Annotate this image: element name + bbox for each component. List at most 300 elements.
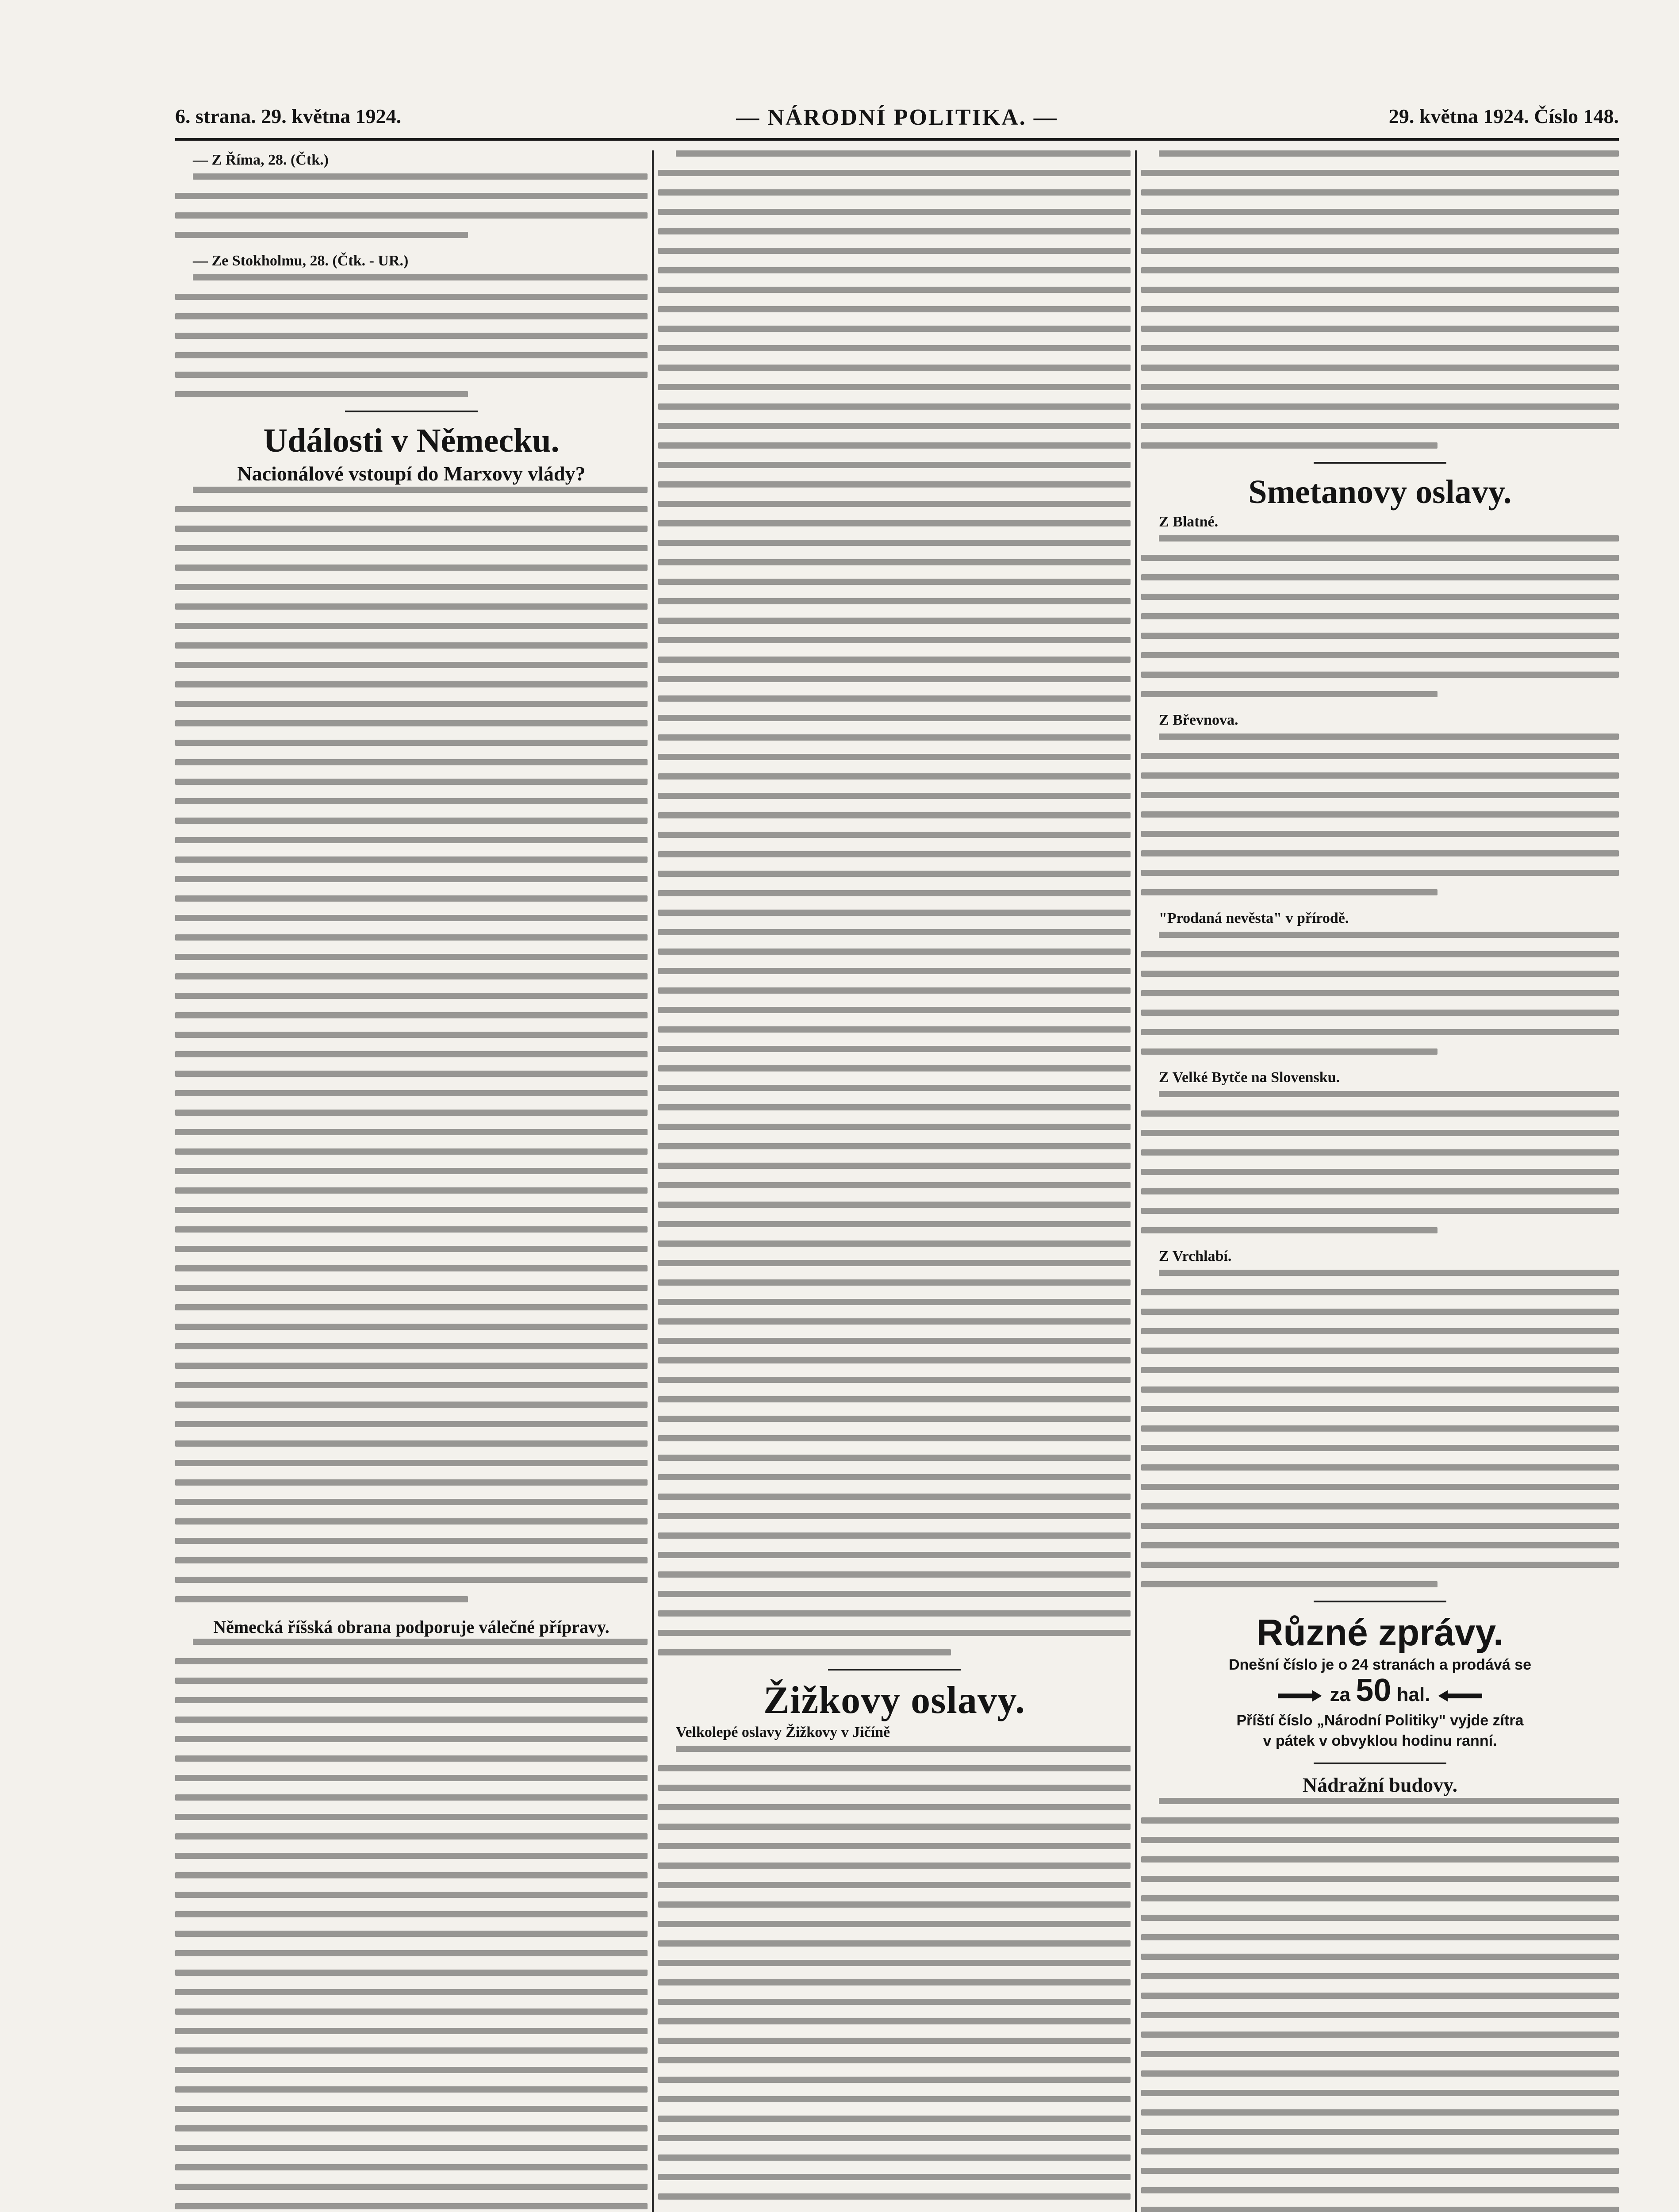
text-line <box>658 1610 1131 1617</box>
text-line <box>193 1639 648 1645</box>
text-line <box>175 506 648 512</box>
text-line <box>1141 1208 1619 1214</box>
text-line <box>658 1124 1131 1130</box>
text-line <box>1141 2070 1619 2077</box>
text-line <box>1141 306 1619 312</box>
text-line <box>1159 1798 1619 1804</box>
text-line <box>658 695 1131 702</box>
arrow-right-icon <box>1278 1690 1322 1701</box>
text-line <box>658 793 1131 799</box>
news-lead: — Ze Stokholmu, 28. (Čtk. - UR.) <box>193 253 409 269</box>
text-line <box>1141 1562 1619 1568</box>
section-rule <box>1314 1763 1446 1764</box>
text-line <box>1141 1425 1619 1432</box>
text-line <box>175 1324 648 1330</box>
text-line <box>658 2038 1131 2044</box>
text-line <box>1141 1029 1619 1035</box>
text-line <box>658 754 1131 760</box>
text-line <box>1159 932 1619 938</box>
text-line <box>175 2125 648 2131</box>
text-line <box>658 1804 1131 1810</box>
text-line <box>175 1071 648 1077</box>
price-unit: hal. <box>1396 1684 1430 1705</box>
text-line <box>1141 2187 1619 2193</box>
text-line <box>658 2077 1131 2083</box>
item-lead: "Prodaná nevěsta" v přírodě. <box>1159 910 1349 926</box>
text-line <box>658 1882 1131 1888</box>
text-line <box>658 1396 1131 1402</box>
price-amount: 50 <box>1356 1673 1392 1708</box>
text-line <box>658 1552 1131 1558</box>
page-number-date: 6. strana. 29. května 1924. <box>175 105 402 127</box>
text-line <box>658 209 1131 215</box>
text-line <box>658 1591 1131 1597</box>
column-divider <box>1135 150 1137 2212</box>
text-line <box>658 1221 1131 1227</box>
text-line <box>1141 633 1619 639</box>
article-text <box>1141 1798 1619 2212</box>
text-line <box>1141 2051 1619 2057</box>
text-line <box>658 1940 1131 1947</box>
text-line <box>175 1246 648 1252</box>
text-line <box>175 973 648 979</box>
text-line <box>1141 652 1619 658</box>
text-line <box>175 603 648 610</box>
article-subheadline: Nacionálové vstoupí do Marxovy vlády? <box>237 462 586 485</box>
text-line <box>175 895 648 902</box>
news-lead: — Z Říma, 28. (Čtk.) <box>193 152 329 168</box>
column-3 <box>1141 150 1619 2212</box>
text-line <box>1141 326 1619 332</box>
article-germany <box>175 420 648 1602</box>
text-line <box>1141 1169 1619 1175</box>
article-continuation <box>1141 150 1619 449</box>
text-line <box>658 618 1131 624</box>
text-line <box>175 2028 648 2034</box>
text-line <box>175 1207 648 1213</box>
text-line <box>658 871 1131 877</box>
arrow-left-icon <box>1438 1690 1482 1701</box>
text-line <box>175 565 648 571</box>
announcement-line: Příští číslo „Národní Politiky" vyjde zítra <box>1236 1712 1524 1729</box>
text-line <box>1141 170 1619 176</box>
text-line <box>175 212 648 219</box>
article-station <box>1141 1772 1619 2212</box>
text-line <box>1141 248 1619 254</box>
text-line <box>658 442 1131 449</box>
text-line <box>658 734 1131 741</box>
text-line <box>1141 1876 1619 1882</box>
text-line <box>1141 2090 1619 2096</box>
text-line <box>1141 1542 1619 1548</box>
text-line <box>1141 811 1619 818</box>
section-rule <box>1314 462 1446 464</box>
text-line <box>175 313 648 319</box>
text-line <box>175 915 648 921</box>
text-line <box>175 1794 648 1801</box>
text-line <box>658 1571 1131 1578</box>
text-line <box>1141 574 1619 580</box>
text-line <box>1159 150 1619 157</box>
text-line <box>658 384 1131 390</box>
text-line <box>175 1012 648 1018</box>
text-line <box>658 462 1131 468</box>
smetana-item <box>1141 512 1619 697</box>
smetana-item <box>1141 1247 1619 1587</box>
column-2 <box>658 150 1131 2212</box>
text-line <box>658 1494 1131 1500</box>
text-line <box>175 818 648 824</box>
text-line <box>1141 971 1619 977</box>
text-line <box>658 1046 1131 1052</box>
article-text <box>1141 1270 1619 1587</box>
text-line <box>658 1843 1131 1849</box>
text-line <box>175 1872 648 1878</box>
text-line <box>175 1678 648 1684</box>
text-line <box>658 267 1131 273</box>
text-line <box>1141 1934 1619 1940</box>
text-line <box>1141 1484 1619 1490</box>
text-line <box>1141 2148 1619 2154</box>
text-line <box>658 910 1131 916</box>
text-line <box>175 1697 648 1703</box>
text-line <box>1141 672 1619 678</box>
text-line <box>1141 889 1438 895</box>
article-headline: Žižkovy oslavy. <box>763 1679 1025 1722</box>
text-line <box>658 1143 1131 1149</box>
text-line <box>175 1892 648 1898</box>
text-line <box>175 2086 648 2093</box>
text-line <box>175 1402 648 1408</box>
text-line <box>658 1765 1131 1771</box>
article-text <box>1141 150 1619 449</box>
text-line <box>1141 287 1619 293</box>
text-line <box>658 1901 1131 1908</box>
article-text <box>658 1746 1131 2212</box>
text-line <box>1141 1348 1619 1354</box>
article-zizka <box>658 1678 1131 2212</box>
article-text <box>1141 535 1619 697</box>
text-line <box>175 662 648 668</box>
text-line <box>658 1007 1131 1013</box>
text-line <box>1141 1973 1619 1979</box>
text-line <box>175 2203 648 2209</box>
text-line <box>175 1129 648 1135</box>
text-line <box>658 657 1131 663</box>
text-line <box>175 934 648 941</box>
text-line <box>1141 1367 1619 1373</box>
text-line <box>658 1182 1131 1188</box>
article-text <box>1141 932 1619 1055</box>
text-line <box>658 1785 1131 1791</box>
text-line <box>175 1051 648 1057</box>
text-line <box>175 993 648 999</box>
column-divider <box>652 150 654 2212</box>
text-line <box>1159 1091 1619 1097</box>
text-line <box>658 170 1131 176</box>
text-line <box>175 1499 648 1505</box>
text-line <box>658 189 1131 196</box>
text-line <box>175 372 648 378</box>
text-line <box>658 2135 1131 2141</box>
text-line <box>1159 535 1619 541</box>
text-line <box>1141 1309 1619 1315</box>
text-line <box>175 1187 648 1194</box>
text-line <box>658 1649 951 1655</box>
text-line <box>1141 384 1619 390</box>
text-line <box>1141 850 1619 856</box>
article-text <box>175 274 648 397</box>
issue-announcement <box>1141 1610 1619 1751</box>
text-line <box>175 2067 648 2073</box>
text-line <box>175 798 648 804</box>
text-line <box>1141 1328 1619 1334</box>
text-line <box>658 1999 1131 2005</box>
article-defense <box>175 1616 648 2212</box>
text-line <box>658 929 1131 935</box>
smetana-item <box>1141 1068 1619 1233</box>
text-line <box>175 2047 648 2054</box>
text-line <box>676 1746 1131 1752</box>
text-line <box>658 1026 1131 1033</box>
text-line <box>1141 1445 1619 1451</box>
text-line <box>1141 1048 1438 1055</box>
article-headline: Nádražní budovy. <box>1302 1774 1458 1796</box>
text-line <box>175 352 648 358</box>
article-text <box>1141 1091 1619 1233</box>
text-line <box>1141 423 1619 429</box>
item-lead: Z Břevnova. <box>1159 712 1238 728</box>
text-line <box>1141 1993 1619 1999</box>
text-line <box>175 856 648 863</box>
text-line <box>175 1032 648 1038</box>
text-line <box>1141 345 1619 351</box>
text-line <box>658 1202 1131 1208</box>
text-line <box>175 1460 648 1466</box>
text-line <box>1141 2129 1619 2135</box>
text-line <box>658 1416 1131 1422</box>
text-line <box>175 681 648 687</box>
text-line <box>175 1814 648 1820</box>
text-line <box>175 1931 648 1937</box>
text-line <box>175 294 648 300</box>
text-line <box>175 2184 648 2190</box>
text-line <box>658 1065 1131 1071</box>
price-prefix: za <box>1330 1684 1351 1705</box>
text-line <box>658 890 1131 896</box>
text-line <box>658 1863 1131 1869</box>
text-line <box>1141 870 1619 876</box>
section-rule <box>345 411 478 412</box>
text-line <box>1141 2109 1619 2116</box>
text-line <box>1141 442 1438 449</box>
text-line <box>658 2096 1131 2102</box>
article-text <box>175 173 648 238</box>
smetana-item <box>1141 710 1619 895</box>
text-line <box>658 832 1131 838</box>
text-line <box>658 676 1131 682</box>
text-line <box>175 1755 648 1762</box>
text-line <box>175 391 468 397</box>
text-line <box>1141 1386 1619 1393</box>
text-line <box>175 1382 648 1388</box>
text-line <box>658 2018 1131 2024</box>
text-line <box>1159 733 1619 740</box>
text-line <box>1141 831 1619 837</box>
news-item <box>175 251 648 397</box>
text-line <box>1141 1149 1619 1156</box>
text-line <box>658 637 1131 643</box>
text-line <box>658 1824 1131 1830</box>
text-line <box>658 403 1131 410</box>
text-line <box>658 1163 1131 1169</box>
text-line <box>1141 613 1619 619</box>
smetana-item <box>1141 909 1619 1055</box>
text-line <box>175 2106 648 2112</box>
text-line <box>175 954 648 960</box>
text-line <box>1141 1110 1619 1117</box>
article-smetana <box>1141 472 1619 1587</box>
text-line <box>1141 1954 1619 1960</box>
text-line <box>175 1853 648 1859</box>
text-line <box>658 481 1131 488</box>
text-line <box>1141 1523 1619 1529</box>
text-line <box>658 1260 1131 1266</box>
text-line <box>658 345 1131 351</box>
text-line <box>175 1970 648 1976</box>
text-line <box>1141 2168 1619 2174</box>
article-continuation <box>658 150 1131 1655</box>
text-line <box>175 1950 648 1956</box>
article-lead: Velkolepé oslavy Žižkovy v Jičíně <box>676 1724 890 1740</box>
text-line <box>1141 267 1619 273</box>
text-line <box>1141 189 1619 196</box>
text-line <box>658 1960 1131 1966</box>
text-line <box>175 232 468 238</box>
text-line <box>175 1833 648 1839</box>
text-line <box>175 1421 648 1427</box>
text-line <box>1159 1270 1619 1276</box>
text-line <box>658 1979 1131 1985</box>
text-line <box>658 1318 1131 1325</box>
text-line <box>1141 990 1619 996</box>
text-line <box>658 1532 1131 1539</box>
text-line <box>175 759 648 765</box>
text-line <box>1141 1227 1438 1233</box>
text-line <box>1141 403 1619 410</box>
text-line <box>175 740 648 746</box>
text-line <box>658 987 1131 994</box>
text-line <box>175 1775 648 1781</box>
text-line <box>658 968 1131 974</box>
text-line <box>175 333 648 339</box>
text-line <box>175 1557 648 1563</box>
text-line <box>1141 1817 1619 1824</box>
text-line <box>1141 1289 1619 1295</box>
text-line <box>658 1377 1131 1383</box>
text-line <box>1141 1581 1438 1587</box>
text-line <box>658 423 1131 429</box>
text-line <box>658 520 1131 526</box>
text-line <box>658 228 1131 234</box>
text-line <box>193 487 648 493</box>
text-line <box>175 1736 648 1742</box>
text-line <box>658 1513 1131 1519</box>
text-line <box>658 540 1131 546</box>
article-text <box>175 487 648 1602</box>
section-rule <box>828 1669 961 1671</box>
text-line <box>658 1921 1131 1927</box>
text-line <box>1141 555 1619 561</box>
text-line <box>175 2164 648 2170</box>
text-line <box>658 598 1131 604</box>
text-line <box>175 623 648 629</box>
text-line <box>1141 1188 1619 1194</box>
article-headline: Německá říšská obrana podporuje válečné přípravy. <box>213 1617 610 1637</box>
text-line <box>175 1304 648 1310</box>
issue-number: 29. května 1924. Číslo 148. <box>1388 105 1619 127</box>
text-line <box>175 2145 648 2151</box>
text-line <box>175 1577 648 1583</box>
text-line <box>1141 753 1619 759</box>
article-headline: Události v Německu. <box>263 422 560 459</box>
item-lead: Z Vrchlabí. <box>1159 1248 1232 1264</box>
text-line <box>175 1265 648 1271</box>
text-line <box>1141 228 1619 234</box>
announcement-line: Dnešní číslo je o 24 stranách a prodává se <box>1228 1656 1532 1673</box>
text-line <box>1141 1915 1619 1921</box>
text-line <box>676 150 1131 157</box>
text-line <box>658 773 1131 780</box>
item-lead: Z Blatné. <box>1159 514 1219 530</box>
text-line <box>175 876 648 882</box>
text-line <box>175 1596 468 1602</box>
text-line <box>175 779 648 785</box>
text-line <box>658 715 1131 721</box>
text-line <box>1141 1856 1619 1863</box>
text-line <box>1141 2207 1619 2212</box>
column-1 <box>175 150 648 2212</box>
article-text <box>658 150 1131 1655</box>
text-line <box>1141 365 1619 371</box>
text-line <box>175 1148 648 1155</box>
text-line <box>175 837 648 843</box>
text-line <box>658 1474 1131 1480</box>
text-line <box>175 720 648 726</box>
text-line <box>658 1357 1131 1363</box>
text-line <box>1141 951 1619 957</box>
news-item <box>175 150 648 238</box>
text-line <box>658 2057 1131 2063</box>
text-line <box>1141 691 1438 697</box>
article-text <box>175 1639 648 2212</box>
text-line <box>658 501 1131 507</box>
text-line <box>175 1226 648 1233</box>
text-line <box>1141 2032 1619 2038</box>
text-line <box>658 579 1131 585</box>
text-line <box>175 1440 648 1447</box>
text-line <box>658 949 1131 955</box>
text-line <box>1141 1837 1619 1843</box>
text-line <box>175 1911 648 1917</box>
text-line <box>1141 1464 1619 1471</box>
text-line <box>175 545 648 551</box>
section-rule <box>1314 1601 1446 1602</box>
text-line <box>658 1104 1131 1110</box>
text-line <box>658 2174 1131 2180</box>
text-line <box>658 1455 1131 1461</box>
text-line <box>1141 209 1619 215</box>
